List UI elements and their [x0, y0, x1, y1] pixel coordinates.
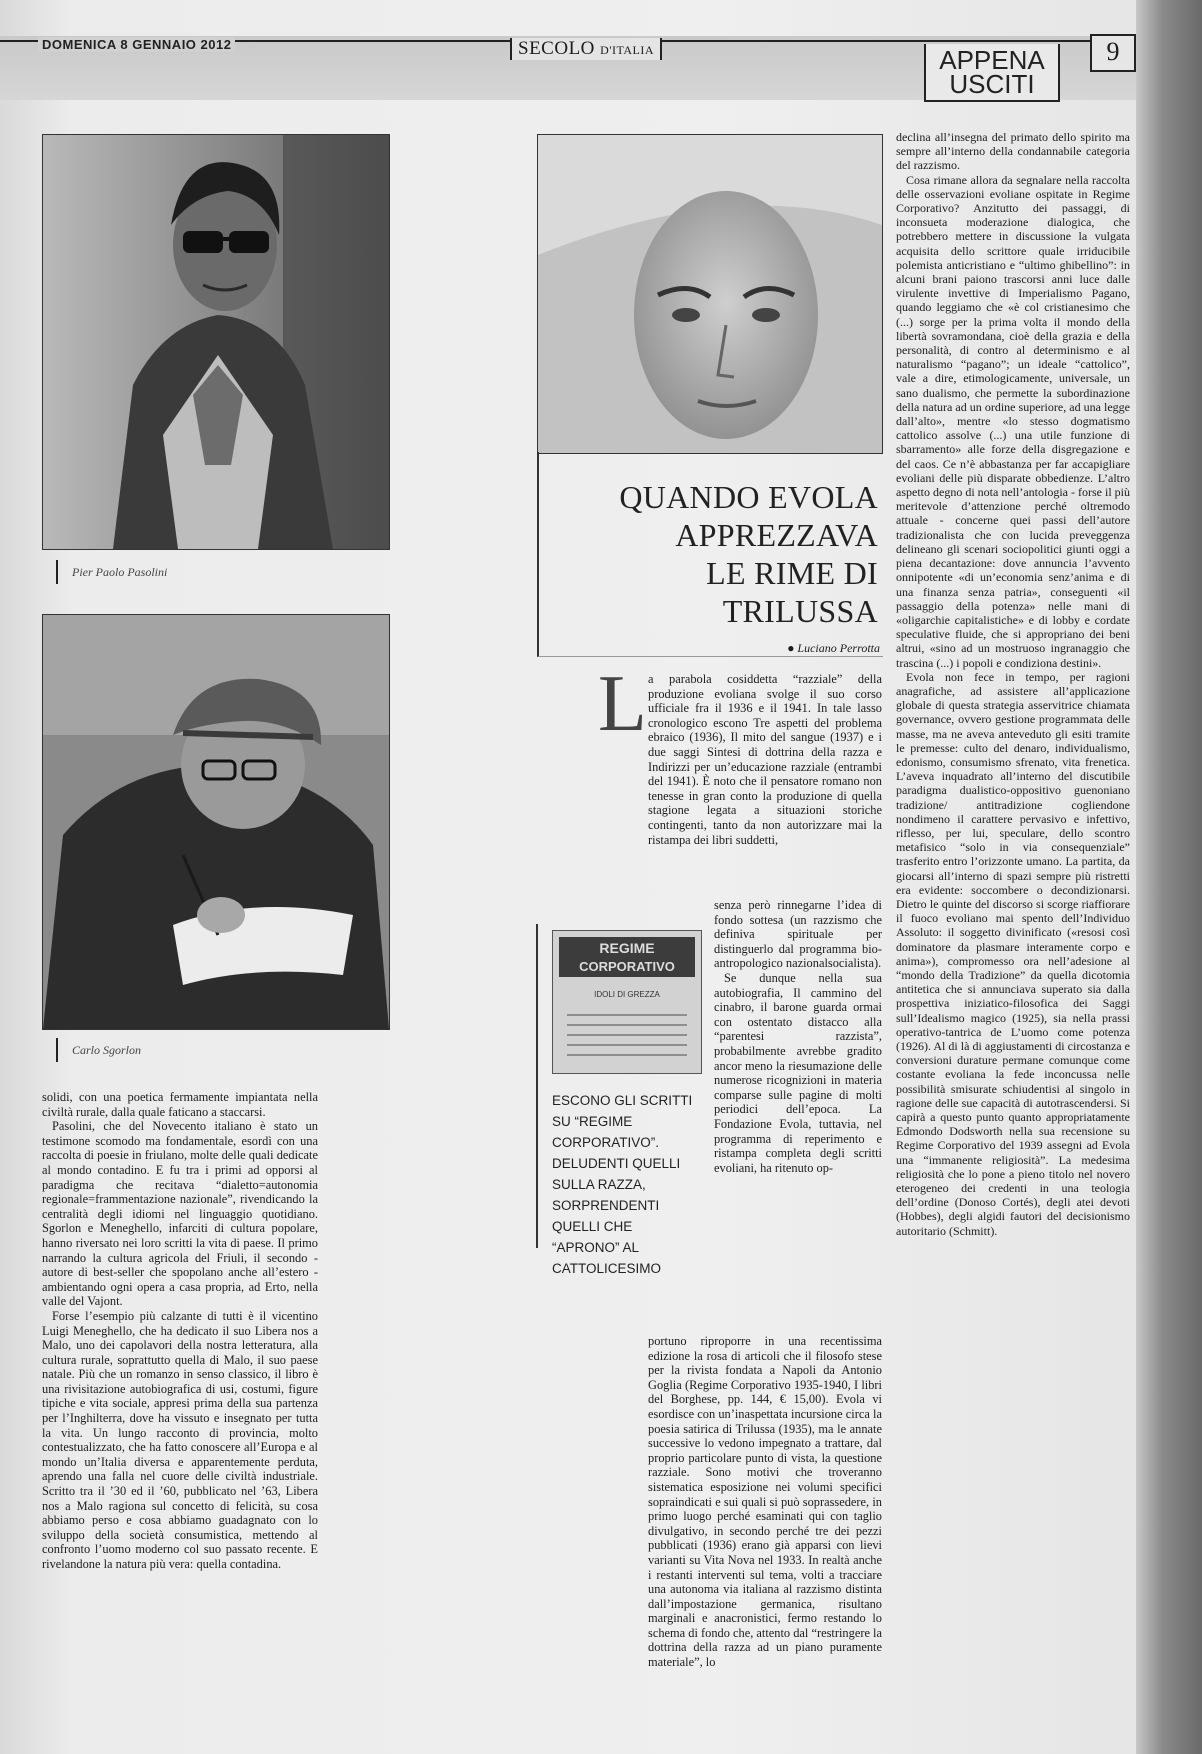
sidebar-blurb: ESCONO GLI SCRITTI SU “REGIME CORPORATIVO”. DELUDENTI QUELLI SULLA RAZZA, SORPRENDENTI QUELLI CHE “APRONO” AL CATTOLICESIMO	[552, 1093, 693, 1276]
section-label-bottom: USCITI	[949, 69, 1035, 99]
pasolini-portrait-image	[43, 135, 389, 549]
headline-line-2: APPREZZAVA	[675, 517, 878, 553]
left-paragraph: Forse l’esempio più calzante di tutti è il vicentino Luigi Meneghello, che ha dedicato il suo Libera nos a Malo, uno dei capolavori della nostra letteratura, alla cultura rurale, soprattutto quella di Malo, il suo paese natale. Più che un romanzo in senso classico, il libro è una rivisitazione autobiografica di usi, costumi, figure tipiche e vita sociale, appresi prima della sua partenza per l’Inghilterra, dove ha vissuto e insegnato per tutta la vita. Un lungo racconto di provincia, molto contestualizzato, che ha fatto conoscere all’Europa e al mondo un’Italia diversa e apparentemente perduta, aprendo una falla nel cuore delle civiltà industriale. Scritto tra il ’30 ed il ’60, pubblicato nel ’63, Libera nos a Malo ragiona sul concetto di felicità, su cosa abbiamo perso e cosa abbiamo guadagnato con lo sviluppo della società consumistica, mettendo al confronto l’uomo moderno col suo passato recente. E rivelandone la natura più vera: quella contadina.	[42, 1308, 318, 1571]
book-cover-image	[553, 931, 701, 1073]
section-label	[924, 44, 1060, 102]
left-paragraph: Pasolini, che del Novecento italiano è stato un testimone scomodo ma fondamentale, esordì con una raccolta di poesie in friulano, molte delle quali dedicate al mondo contadino. E fu tra i primi ad opporsi al paradigma che recitava “dialetto=autonomia regionale=frammentazione nazionale”, rivendicando la centralità degli idiomi nel linguaggio quotidiano. Sgorlon e Meneghello, infarciti di cultura popolare, hanno riversato nei loro scritti la vita di paese. Il primo narrando la cultura agricola del Friuli, il secondo - autore di best-seller che spopolano anche all’estero - ambientando ogni opera a casa propria, ad Erto, nella valle del Vajont.	[42, 1119, 318, 1309]
book-cover	[552, 930, 702, 1074]
masthead-name: SECOLO	[518, 38, 595, 59]
middle-paragraph: portuno riproporre in una recentissima edizione la rosa di articoli che il filosofo stese per la rivista fondata a Napoli da Antonio Goglia (Regime Corporativo 1935-1940, I libri del Borghese, pp. 144, € 15,00). Evola vi esordisce con un’inaspettata incursione circa la poesia satirica di Trilussa (1935), ma le annate successive lo vedono impegnato a trattare, dal proprio particolare punto di vista, la questione razziale. Sono motivi che troveranno sistematica esposizione nei volumi specifici sopraindicati e sui quali si può soprassedere, in primo luogo perché esaminati qui con taglio divulgativo, in secondo perché tre dei pezzi pubblicati (1936) erano già apparsi con lievi varianti su Vita Nova nel 1933. In realtà anche i restanti interventi sul tema, volti a tracciare una autonoma via italiana al razzismo distinta dall’impostazione germanica, risultano marginali e anacronistici, fermo restando lo schema di fondo che, attento dal “restringere la dottrina della razza ad un piano puramente materiale”, lo	[648, 1334, 882, 1670]
masthead	[510, 38, 662, 60]
middle-paragraph: Se dunque nella sua autobiografia, Il cammino del cinabro, il barone guarda ormai con ostentato distacco alla “parentesi razzista”, probabilmente avrebbe gradito ancor meno la riesumazione delle numerose ricognizioni in materia comparse sulle pagine di molti periodici dell’epoca. La Fondazione Evola, tuttavia, nel programma di reperimento e ristampa completa degli scritti evoliani, ha ritenuto op-	[714, 970, 882, 1175]
photo-caption-sgorlon: Carlo Sgorlon	[56, 1038, 141, 1062]
photo-sgorlon	[42, 614, 390, 1030]
scan-edge	[1136, 0, 1202, 1754]
drop-cap: L	[598, 660, 647, 748]
evola-portrait-image	[538, 135, 882, 453]
cover-title-1: REGIME	[599, 940, 655, 956]
cover-title-2: CORPORATIVO	[579, 959, 675, 974]
middle-paragraph: senza però rinnegarne l’idea di fondo sottesa (un razzismo che definiva spirituale per distinguerlo dal programma bio-antropologico nazionalsocialista).	[714, 898, 882, 971]
issue-date: DOMENICA 8 GENNAIO 2012	[38, 37, 235, 52]
sgorlon-portrait-image	[43, 615, 389, 1029]
photo-evola	[537, 134, 883, 454]
middle-column-bottom-text	[648, 1334, 882, 1724]
photo-pasolini	[42, 134, 390, 550]
right-paragraph: declina all’insegna del primato dello spirito ma sempre all’interno della condannabile categoria del razzismo.	[896, 130, 1130, 173]
page-number: 9	[1090, 34, 1136, 72]
left-paragraph: solidi, con una poetica fermamente impiantata nella civiltà rurale, dalla quale faticano a staccarsi.	[42, 1090, 318, 1119]
article-byline: ● Luciano Perrotta	[787, 641, 880, 655]
right-column-text	[896, 130, 1130, 1728]
cover-subtitle: IDOLI DI GREZZA	[594, 990, 660, 999]
right-paragraph: Evola non fece in tempo, per ragioni anagrafiche, ad assistere all’applicazione globale di questa strategia asservitrice chiamata governance, ovvero gestione programmata delle masse, ma ne aveva anteveduto gli esiti tramite le premesse: culto del denaro, individualismo, edonismo, consumismo sfrenato, vita frenetica. L’aveva inquadrato all’interno del discutibile paradigma dualistico-oppositivo guenoniano tradizione/ antitradizione cogliendone nondimeno il carattere pervasivo e infettivo, riflesso, per lui, speculare, dello scontro metafisico “solo in via consequenziale” trasferito entro l’orizzonte umano. La partita, da giocarsi all’interno di spazi sempre più ristretti era evidente: soccombere o decondizionarsi. Dietro le quinte del discorso si scorge riaffiorare il fuoco evoliano mai spento dell’Individuo Assoluto: il soggetto divinificato («resosi così dominatore da plasmare interamente corpo e anima»), compromesso ora nell’adesione al “mondo della Tradizione” da quella dicotomia antitetica che si annunciava superato sia dalla prospettiva iniziatico-filosofica dei Saggi sull’Idealismo magico (1925), sia nella prassi operativo-tantrica de L’uomo come potenza (1926). Al di là di aggiustamenti di circostanza e conversioni durature permane comunque come costante evoliana la fede inconcussa nelle possibilità smisurate schiudentisi al singolo in ragione delle sue capacità di autotrascendersi. Si capirà a questo punto quanto appropriatamente Edmondo Dodsworth nella sua recensione su Regime Corporativo del 1939 assegni ad Evola una “immanente religiosità”. La medesima religiosità che lo pone a pieno titolo nel novero eterogeneo dei credenti in una teologia dell’ordine (Donoso Cortés), degli atei devoti (Hobbes), degli algidi fautori del decisionismo autoritario (Schmitt).	[896, 669, 1130, 1238]
middle-column-top-text	[648, 672, 882, 900]
article-headline	[548, 478, 878, 630]
right-paragraph: Cosa rimane allora da segnalare nella raccolta delle osservazioni evoliane ospitate in Regime Corporativo? Anzitutto dei passaggi, di inconsueta moderazione dialogica, che potrebbero mettere in discussione la vulgata acquisita dello scrittore quale irriducibile polemista anticristiano e “ultimo ghibellino”: in alcuni brani paiono trascorsi anni luce dalle virulente invettive di Imperialismo Pagano, quando leggiamo che «è col cristianesimo che (...) sorge per la prima volta il mondo della libertà sovramondana, cioè della grazia e della personalità, di contro al determinismo e al naturalismo “pagano”; un ideale “cattolico”, vale a dire, etimologicamente, universale, un sano dualismo, che permette la subordinazione della natura ad un ordine superiore, ad una legge dall’alto», mentre «lo stesso dogmatismo cattolico assolve (...) una utile funzione di sbarramento» alle forze della disgregazione e del caos. Ce n’è abbastanza per far accapigliare evoliani delle più disparate obbedienze. L’altro aspetto degno di nota nell’antologia - forse il più meritevole d’attenzione perché oltremodo attuale - concerne quei passi dell’autore tradizionalista che con lucida preveggenza delineano gli scenari sociopolitici giunti oggi a piena decantazione: dove annuncia l’avvento onnipotente «di un’economia senz’anima e di una finanza senza patria», conseguenti «il passaggio della potenza» nelle mani di «oligarchie capitalistiche» e di lobby e cordate speculative fluide, che si appropriano dei beni altrui, «sino ad un mostruoso ingranaggio che trascina (...) i popoli e condiziona destini».	[896, 172, 1130, 670]
middle-paragraph: a parabola cosiddetta “razziale” della produzione evoliana svolge il suo corso ufficiale fra il 1936 e il 1941. In tale lasso cronologico escono Tre aspetti del problema ebraico (1936), Il mito del sangue (1937) e i due saggi Sintesi di dottrina della razza e Indirizzi per un’educazione razziale (entrambi del 1941). È noto che il pensatore romano non tenesse in gran conto la produzione di quella stagione legata a situazioni storiche contingenti, tanto da non autorizzare mai la ristampa dei libri suddetti,	[648, 672, 882, 847]
photo-caption-pasolini: Pier Paolo Pasolini	[56, 560, 167, 584]
left-column-text	[42, 1090, 318, 1720]
headline-line-1: QUANDO EVOLA	[619, 479, 878, 515]
masthead-suffix: D'ITALIA	[600, 43, 655, 57]
section-label-top: APPENA	[939, 45, 1045, 75]
middle-column-narrow-text	[714, 898, 882, 1328]
headline-line-3: LE RIME DI TRILUSSA	[706, 555, 878, 629]
